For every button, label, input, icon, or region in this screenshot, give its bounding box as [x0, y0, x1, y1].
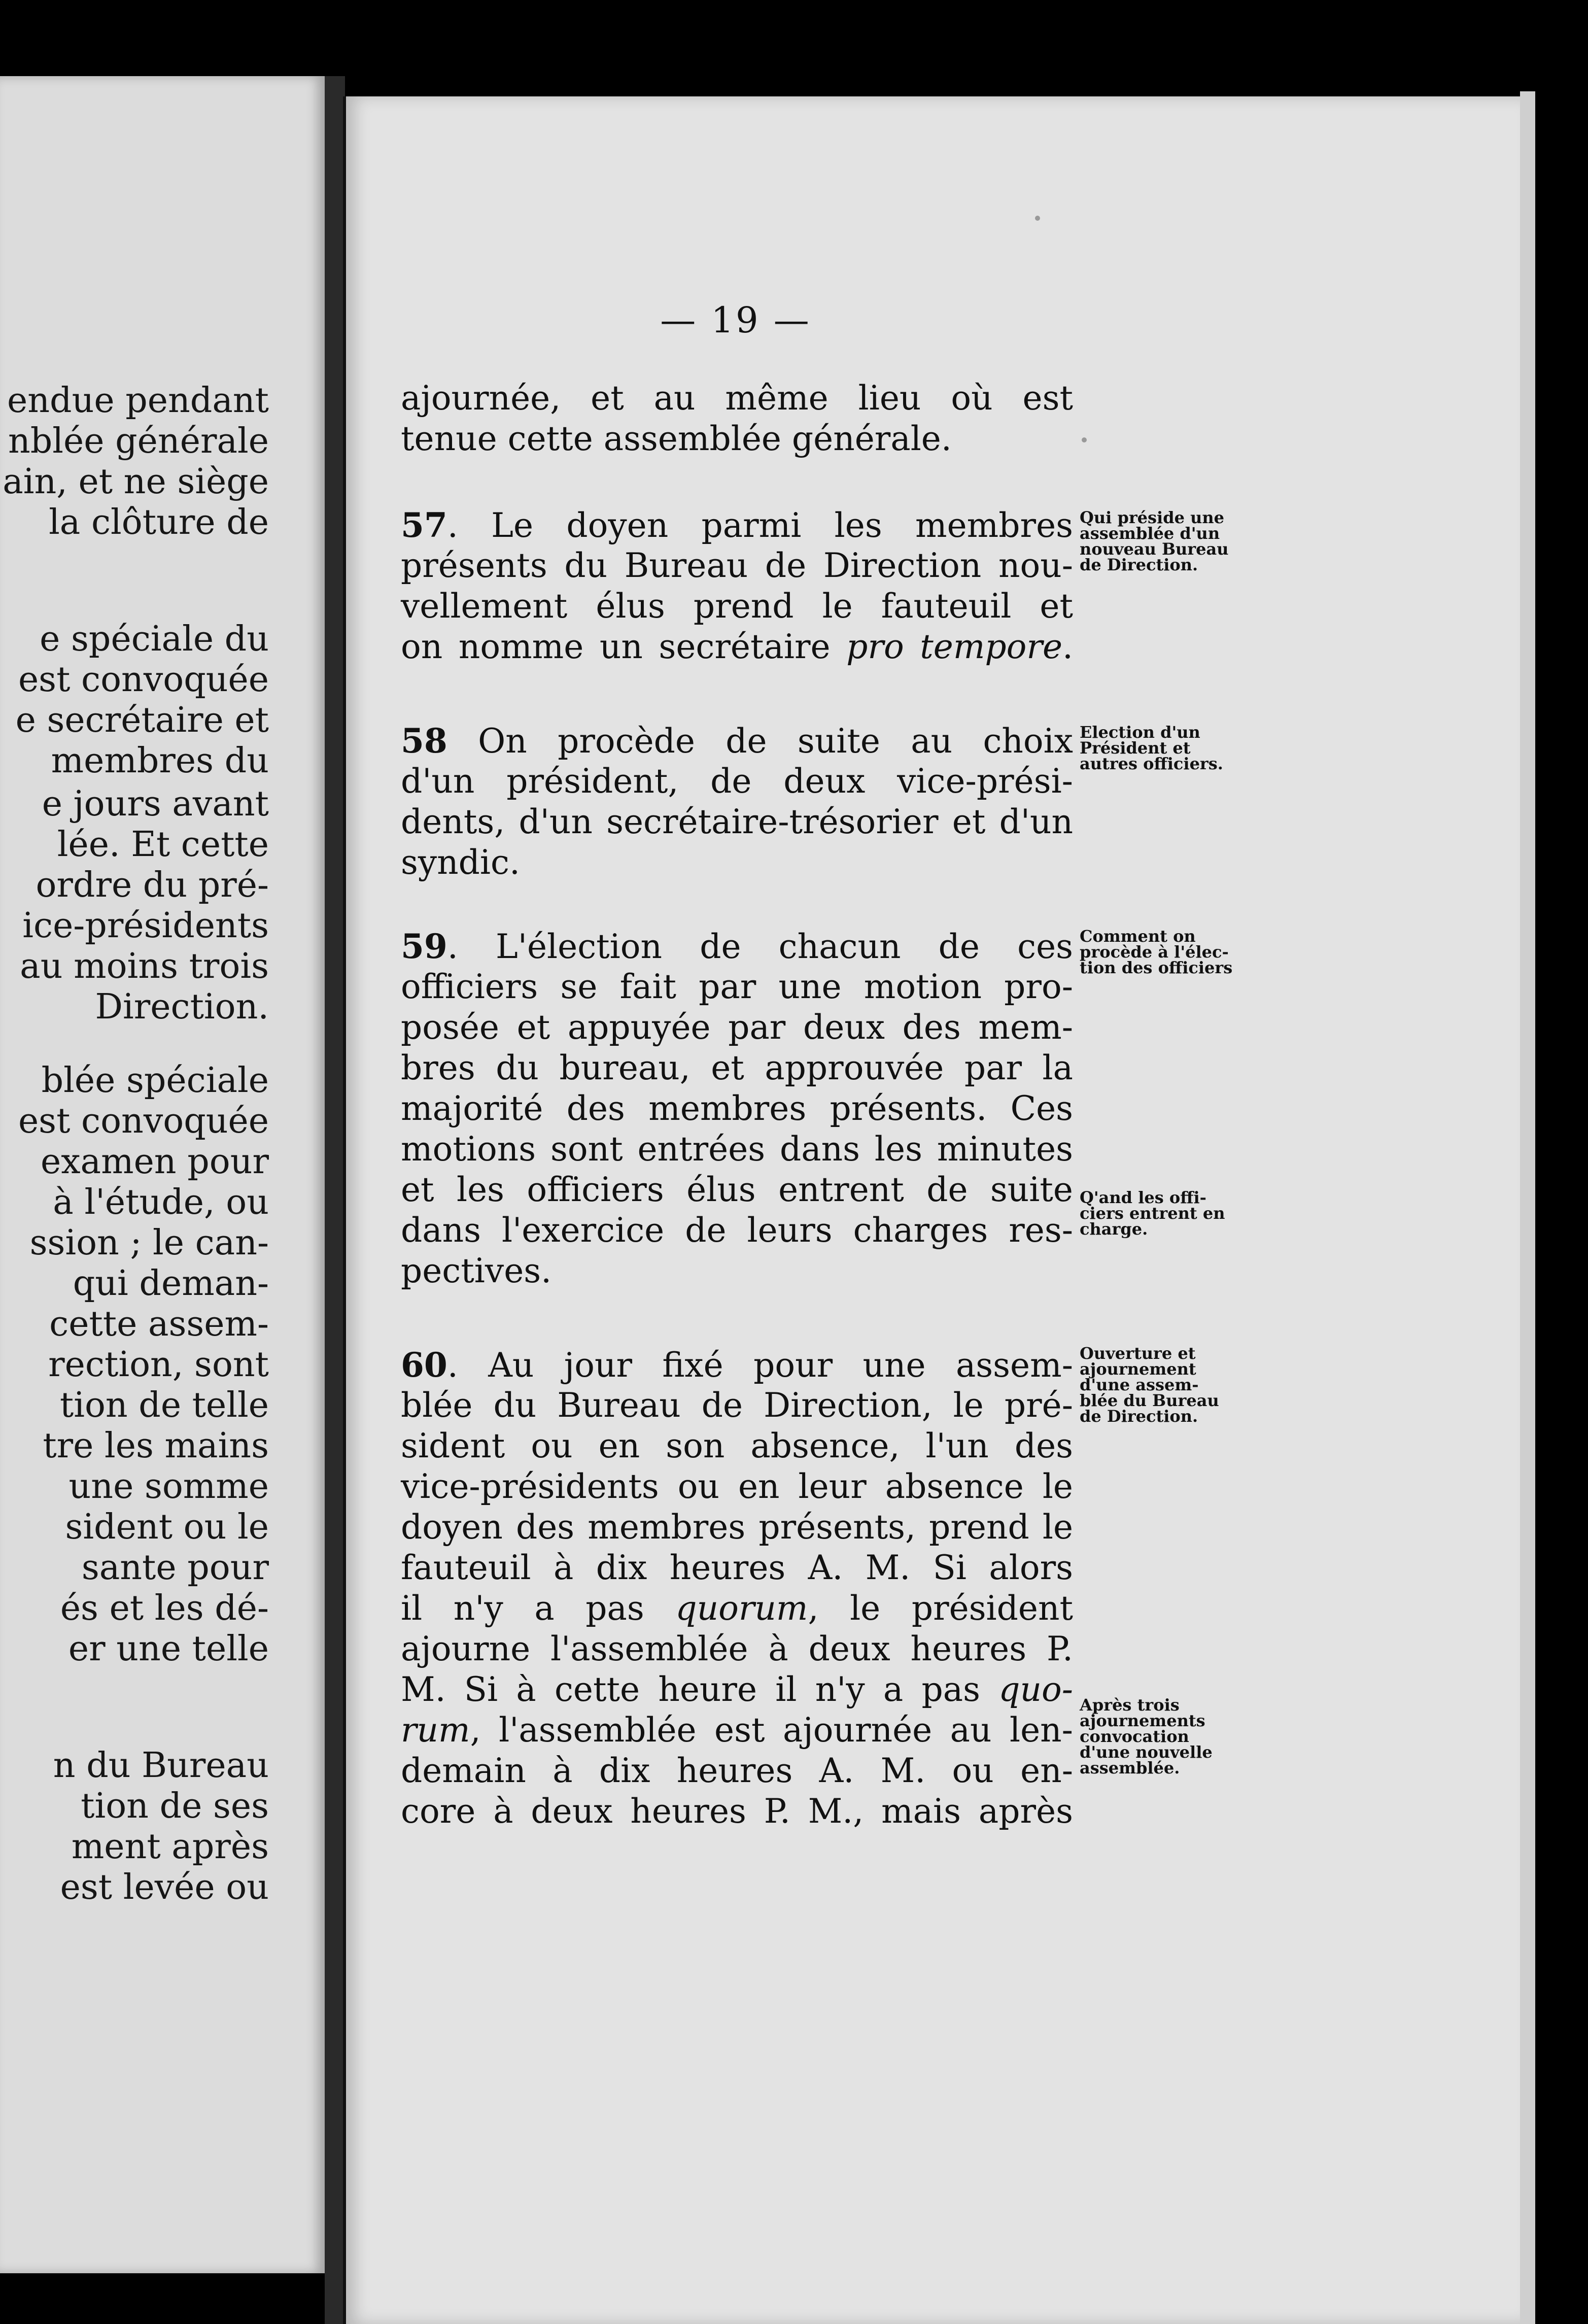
book-gutter	[325, 76, 345, 2324]
body-line	[401, 1048, 1073, 1088]
left-page-line: est levée ou	[60, 1867, 269, 1907]
line-text: d'un président, de deux vice-prési-	[401, 762, 1073, 801]
left-page-line: la clôture de	[49, 502, 269, 542]
italic-term: quorum	[675, 1589, 808, 1628]
body-line	[401, 378, 1073, 419]
article-number: 59	[401, 927, 447, 966]
line-text: et les officiers élus entrent de suite	[401, 1170, 1073, 1209]
margin-note-line: ajournements	[1080, 1711, 1205, 1730]
margin-note-line: autres officiers.	[1080, 754, 1223, 773]
line-text: . L'élection de chacun de ces	[447, 927, 1073, 966]
line-text: vice-présidents ou en leur absence le	[401, 1467, 1073, 1506]
left-page-line: tion de telle	[59, 1385, 269, 1425]
line-text: majorité des membres présents. Ces	[401, 1089, 1073, 1128]
margin-note-line: Q'and les offi-	[1080, 1188, 1206, 1207]
margin-note-line: d'une assem-	[1080, 1375, 1199, 1394]
left-page-line: sante pour	[81, 1548, 269, 1588]
line-text: . Le doyen parmi les membres	[447, 506, 1073, 545]
line-text: syndic.	[401, 843, 520, 882]
line-text: doyen des membres présents, prend le	[401, 1508, 1073, 1547]
left-page-line: ment après	[71, 1827, 269, 1867]
margin-note-line: Qui préside une	[1080, 508, 1224, 527]
line-text: dents, d'un secrétaire-trésorier et d'un	[401, 802, 1073, 841]
left-page-line: est convoquée	[18, 1101, 269, 1141]
margin-note-line: Après trois	[1080, 1695, 1180, 1715]
body-line	[401, 1548, 1073, 1588]
line-text: posée et appuyée par deux des mem-	[401, 1008, 1073, 1047]
line-text: ajournée, et au même lieu où est	[401, 379, 1073, 418]
left-page-line: és et les dé-	[60, 1588, 269, 1628]
margin-note	[1080, 929, 1262, 976]
left-page-line: sident ou le	[65, 1507, 269, 1547]
line-text: dans l'exercice de leurs charges res-	[401, 1211, 1073, 1250]
article-number: 58	[401, 721, 447, 761]
margin-note-line: Comment on	[1080, 927, 1196, 946]
line-text: blée du Bureau de Direction, le pré-	[401, 1386, 1073, 1425]
line-text: core à deux heures P. M., mais après	[401, 1792, 1073, 1831]
margin-note-line: tion des officiers	[1080, 958, 1233, 977]
speck	[1082, 437, 1087, 442]
page-edge	[1520, 91, 1535, 2324]
margin-note-line: blée du Bureau	[1080, 1391, 1219, 1410]
left-page-line: ssion ; le can-	[29, 1223, 269, 1263]
body-line	[401, 1345, 1073, 1386]
body-line	[401, 926, 1073, 967]
body-line	[401, 1588, 1073, 1629]
left-page-line: n du Bureau	[53, 1746, 269, 1786]
line-text: , le président	[808, 1589, 1074, 1628]
left-page-line: nblée générale	[8, 421, 269, 461]
body-line	[401, 1669, 1073, 1710]
margin-note-line: Président et	[1080, 738, 1191, 758]
body-line	[401, 1710, 1073, 1751]
line-text: M. Si à cette heure il n'y a pas	[401, 1670, 999, 1709]
margin-note	[1080, 725, 1262, 772]
margin-note-line: de Direction.	[1080, 555, 1198, 574]
left-page-line: blée spéciale	[41, 1061, 269, 1101]
line-text: tenue cette assemblée générale.	[401, 419, 952, 458]
left-page-line: cette assem-	[49, 1304, 269, 1344]
italic-term: quo-	[998, 1670, 1073, 1709]
body-line	[401, 1385, 1073, 1426]
body-line	[401, 802, 1073, 842]
line-text: vellement élus prend le fauteuil et	[401, 587, 1073, 626]
body-line	[401, 586, 1073, 627]
left-page-line: qui deman-	[73, 1263, 269, 1304]
line-text: il n'y a pas	[401, 1589, 676, 1628]
body-line	[401, 627, 1073, 667]
article-number: 57	[401, 505, 447, 545]
margin-note-line: charge.	[1080, 1219, 1148, 1239]
line-text: motions sont entrées dans les minutes	[401, 1130, 1073, 1169]
left-page-line: e spéciale du	[40, 619, 269, 659]
line-text: pectives.	[401, 1251, 552, 1290]
margin-note-line: d'une nouvelle	[1080, 1742, 1213, 1762]
body-line	[401, 967, 1073, 1007]
margin-note-line: ciers entrent en	[1080, 1204, 1225, 1223]
line-text: on nomme un secrétaire	[401, 627, 847, 666]
left-page-line: membres du	[51, 741, 269, 781]
left-page-line: e jours avant	[42, 784, 269, 824]
left-page-line: Direction.	[95, 987, 269, 1027]
body-line	[401, 1629, 1073, 1669]
body-line	[401, 1791, 1073, 1832]
speck	[1035, 216, 1040, 221]
left-page-line: au moins trois	[20, 946, 269, 986]
left-page-line: est convoquée	[18, 660, 269, 700]
line-text: bres du bureau, et approuvée par la	[401, 1048, 1073, 1087]
left-page-line: er une telle	[68, 1629, 269, 1669]
body-line	[401, 1466, 1073, 1507]
body-line	[401, 1007, 1073, 1048]
line-text: fauteuil à dix heures A. M. Si alors	[401, 1548, 1073, 1587]
left-page-line: e secrétaire et	[15, 700, 269, 740]
italic-term: pro tempore	[846, 627, 1063, 666]
body-line	[401, 505, 1073, 546]
body-line	[401, 1210, 1073, 1251]
left-page-line: ordre du pré-	[36, 865, 269, 905]
body-line	[401, 419, 1073, 459]
left-page-line: une somme	[68, 1466, 269, 1507]
line-text: .	[1062, 627, 1073, 666]
margin-note-line: convocation	[1080, 1727, 1189, 1746]
body-line	[401, 761, 1073, 802]
line-text: On procède de suite au choix	[447, 722, 1073, 761]
body-line	[401, 721, 1073, 762]
line-text: . Au jour fixé pour une assem-	[447, 1346, 1073, 1385]
left-page-line: ain, et ne siège	[3, 462, 269, 502]
body-line	[401, 1129, 1073, 1170]
left-page-line: tre les mains	[43, 1426, 269, 1466]
left-page-line: à l'étude, ou	[53, 1182, 269, 1222]
margin-note	[1080, 1190, 1262, 1237]
body-line	[401, 545, 1073, 586]
italic-term: rum	[401, 1711, 470, 1750]
left-page-line: lée. Et cette	[57, 825, 269, 865]
margin-note	[1080, 510, 1262, 573]
line-text: , l'assemblée est ajournée au len-	[470, 1711, 1073, 1750]
margin-note-line: nouveau Bureau	[1080, 539, 1229, 559]
margin-note-line: ajournement	[1080, 1359, 1196, 1379]
body-line	[401, 842, 1073, 883]
margin-note-line: Election d'un	[1080, 723, 1200, 742]
margin-note-line: Ouverture et	[1080, 1344, 1196, 1363]
left-page-line: rection, sont	[48, 1345, 269, 1385]
body-line	[401, 1426, 1073, 1466]
left-page-line: tion de ses	[81, 1786, 269, 1826]
left-page-line: endue pendant	[7, 381, 269, 421]
line-text: officiers se fait par une motion pro-	[401, 967, 1073, 1006]
article-number: 60	[401, 1345, 447, 1385]
left-page-line: ice-présidents	[22, 906, 269, 946]
page-number: — 19 —	[660, 299, 811, 341]
body-line	[401, 1251, 1073, 1291]
line-text: sident ou en son absence, l'un des	[401, 1426, 1073, 1465]
body-line	[401, 1170, 1073, 1210]
body-line	[401, 1507, 1073, 1548]
margin-note	[1080, 1346, 1262, 1424]
margin-note-line: procède à l'élec-	[1080, 942, 1229, 962]
left-page-line: examen pour	[40, 1142, 269, 1182]
line-text: demain à dix heures A. M. ou en-	[401, 1751, 1073, 1790]
margin-note-line: assemblée.	[1080, 1758, 1180, 1778]
margin-note-line: assemblée d'un	[1080, 524, 1220, 543]
body-line	[401, 1088, 1073, 1129]
body-line	[401, 1751, 1073, 1791]
margin-note	[1080, 1697, 1262, 1776]
left-page	[0, 76, 328, 2273]
line-text: ajourne l'assemblée à deux heures P.	[401, 1629, 1073, 1668]
margin-note-line: de Direction.	[1080, 1407, 1198, 1426]
line-text: présents du Bureau de Direction nou-	[401, 546, 1073, 585]
